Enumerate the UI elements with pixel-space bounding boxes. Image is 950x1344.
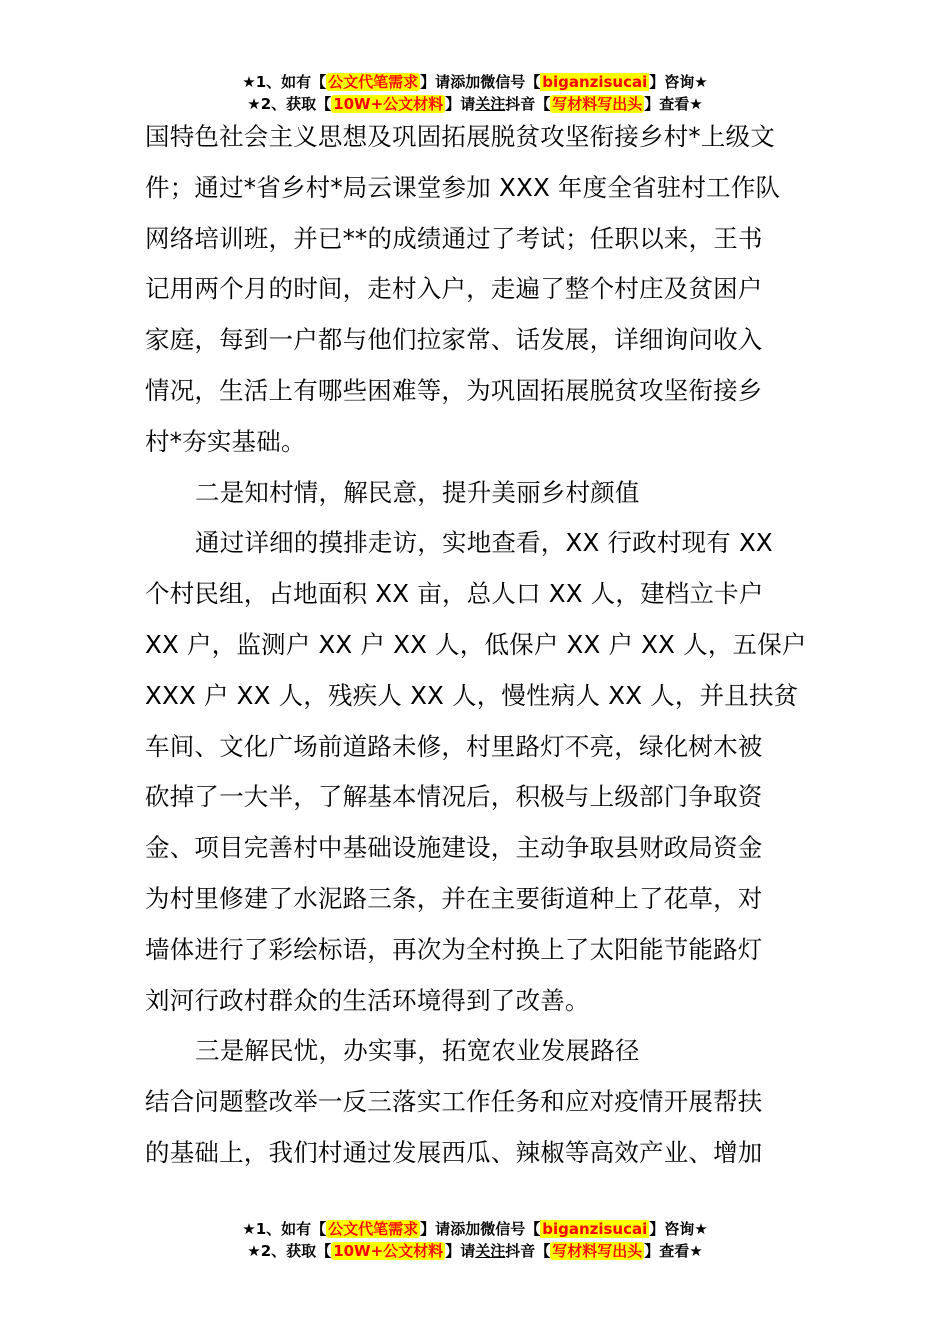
header-line-2-highlight-materials: 10W+公文材料 bbox=[333, 95, 444, 113]
header-line-1-middle-2: 微信号【 bbox=[480, 73, 541, 91]
header-line-2-strong: 关注 bbox=[475, 95, 506, 113]
footer-line-2-highlight-douyin: 写材料写出头 bbox=[552, 1242, 643, 1260]
header-line-1-strong: 添加 bbox=[450, 73, 481, 91]
header-line-2-highlight-douyin: 写材料写出头 bbox=[552, 95, 643, 113]
header-line-2-prefix: ★2、获取【 bbox=[247, 95, 332, 113]
body-line: 通过详细的摸排走访，实地查看，XX 行政村现有 XX bbox=[195, 528, 773, 558]
body-line: 个村民组，占地面积 XX 亩，总人口 XX 人，建档立卡户 bbox=[145, 579, 764, 609]
footer-line-2-middle-2: 抖音【 bbox=[505, 1242, 551, 1260]
footer-line-1 bbox=[0, 1218, 950, 1240]
footer-line-2-highlight-materials: 10W+公文材料 bbox=[333, 1242, 444, 1260]
footer-line-2-suffix: 】查看★ bbox=[644, 1242, 703, 1260]
footer-line-2-strong: 关注 bbox=[475, 1242, 506, 1260]
header-line-1-suffix: 】咨询★ bbox=[649, 73, 708, 91]
footer-line-1-highlight-wechat: biganzisucai bbox=[542, 1220, 648, 1238]
body-line: 结合问题整改举一反三落实工作任务和应对疫情开展帮扶 bbox=[145, 1087, 763, 1117]
footer-line-2-prefix: ★2、获取【 bbox=[247, 1242, 332, 1260]
body-line: 的基础上，我们村通过发展西瓜、辣椒等高效产业、增加 bbox=[145, 1137, 763, 1167]
body-line: XX 户，监测户 XX 户 XX 人，低保户 XX 户 XX 人，五保户 bbox=[145, 629, 807, 659]
body-line: 家庭，每到一户都与他们拉家常、话发展，详细询问收入 bbox=[145, 325, 763, 355]
section-heading-2: 二是知村情，解民意，提升美丽乡村颜值 bbox=[195, 477, 640, 507]
body-line: 网络培训班，并已**的成绩通过了考试；任职以来，王书 bbox=[145, 223, 763, 253]
body-line: XXX 户 XX 人，残疾人 XX 人，慢性病人 XX 人，并且扶贫 bbox=[145, 680, 799, 710]
body-line: 情况，生活上有哪些困难等，为巩固拓展脱贫攻坚衔接乡 bbox=[145, 375, 763, 405]
body-line: 金、项目完善村中基础设施建设，主动争取县财政局资金 bbox=[145, 833, 763, 863]
body-line: 墙体进行了彩绘标语，再次为全村换上了太阳能节能路灯 bbox=[145, 934, 763, 964]
footer-line-1-suffix: 】咨询★ bbox=[649, 1220, 708, 1238]
header-line-2-middle: 】请 bbox=[445, 95, 476, 113]
header-line-1-highlight-service: 公文代笔需求 bbox=[328, 73, 419, 91]
footer-banner bbox=[0, 1218, 950, 1262]
body-line: 为村里修建了水泥路三条，并在主要街道种上了花草，对 bbox=[145, 883, 763, 913]
header-line-2-middle-2: 抖音【 bbox=[505, 95, 551, 113]
body-line: 国特色社会主义思想及巩固拓展脱贫攻坚衔接乡村*上级文 bbox=[145, 122, 775, 151]
header-line-2-suffix: 】查看★ bbox=[644, 95, 703, 113]
footer-line-2-middle: 】请 bbox=[445, 1242, 476, 1260]
body-line: 砍掉了一大半，了解基本情况后，积极与上级部门争取资 bbox=[145, 782, 763, 812]
footer-line-1-strong: 添加 bbox=[450, 1220, 481, 1238]
header-banner bbox=[0, 71, 950, 115]
body-line: 车间、文化广场前道路未修，村里路灯不亮，绿化树木被 bbox=[145, 731, 763, 761]
footer-line-2 bbox=[0, 1240, 950, 1262]
footer-line-1-prefix: ★1、如有【 bbox=[242, 1220, 327, 1238]
header-line-1-highlight-wechat: biganzisucai bbox=[542, 73, 648, 91]
body-line: 记用两个月的时间，走村入户，走遍了整个村庄及贫困户 bbox=[145, 274, 763, 304]
body-line: 件；通过*省乡村*局云课堂参加 XXX 年度全省驻村工作队 bbox=[145, 172, 781, 202]
footer-line-1-middle-2: 微信号【 bbox=[480, 1220, 541, 1238]
footer-line-1-middle: 】请 bbox=[420, 1220, 451, 1238]
body-line: 村*夯实基础。 bbox=[145, 426, 306, 456]
header-line-1-prefix: ★1、如有【 bbox=[242, 73, 327, 91]
body-line: 刘河行政村群众的生活环境得到了改善。 bbox=[145, 985, 590, 1015]
header-line-1-middle: 】请 bbox=[420, 73, 451, 91]
footer-line-1-highlight-service: 公文代笔需求 bbox=[328, 1220, 419, 1238]
section-heading-3: 三是解民忧，办实事，拓宽农业发展路径 bbox=[195, 1036, 640, 1066]
document-body bbox=[145, 112, 810, 1179]
header-line-1 bbox=[0, 71, 950, 93]
